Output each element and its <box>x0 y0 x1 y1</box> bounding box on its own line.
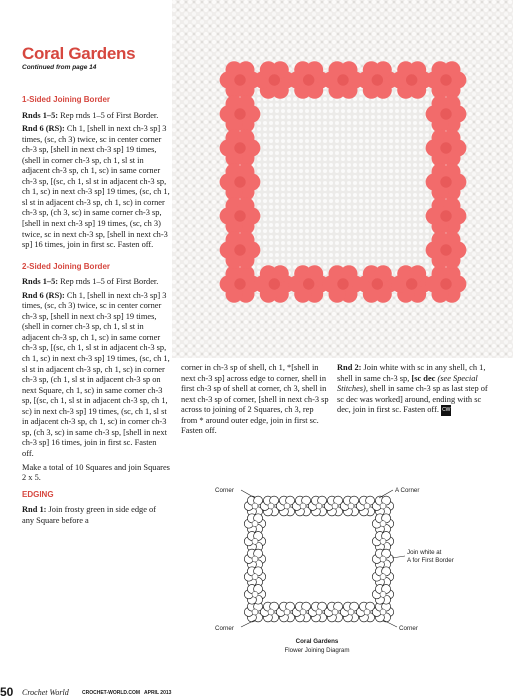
corner-label-top-left: Corner <box>215 487 234 494</box>
diagram-flower <box>372 585 393 605</box>
page-title: Coral Gardens <box>22 44 136 63</box>
magazine-name: Crochet World <box>22 688 69 697</box>
issue-date: APRIL 2013 <box>144 690 172 696</box>
page-footer <box>0 687 513 700</box>
one-sided-rnd6: Rnd 6 (RS): Ch 1, [shell in next ch-3 sp] 3 times, (sc, ch 3) twice, sc in center corner ch-3 sp, [shell in next ch-3 sp] 19 times, (shell in corner ch-3 sp, ch 1, sl st in adjacent ch-3 sp, ch 1, sc) in same corner ch-3 sp, [(sc, ch 1, sl st in adjacent ch-3 sp, ch 1, sc) in next ch-3 sp] 19 times, (sc, ch 1, sl st in adjacent ch-3 sp, ch 1, sc) in corner ch-3 sp, (ch 3, sc) in same corner ch-3 sp, [shell in next ch-3 sp] 19 times, (sc, ch 3) twice, sc in next ch-3 sp, [shell in next ch-3 sp] 16 times, join in first sc. Fasten off. <box>22 124 170 250</box>
flower-joining-diagram <box>195 482 495 672</box>
magazine-url: CROCHET-WORLD.COM <box>82 690 141 696</box>
column-3 <box>337 363 491 419</box>
diagram-flower <box>244 514 265 534</box>
diagram-flower <box>372 567 393 587</box>
one-sided-rnds: Rnds 1–5: Rep rnds 1–5 of First Border. <box>22 110 159 120</box>
edging-rnd2: Rnd 2: Join white with sc in any shell, ch 1, shell in same ch-3 sp, [sc dec (see Special Stitches), shell in same ch-3 sp as last step of sc dec was worked] around, ending with sc dec, join in first sc. Fasten off. CW <box>337 363 488 415</box>
one-sided-heading: 1-Sided Joining Border <box>22 95 111 104</box>
join-note-line1: Join white at <box>407 549 442 556</box>
corner-label-bottom-left: Corner <box>215 625 234 632</box>
diagram-flower <box>372 496 393 516</box>
diagram-subtitle: Flower Joining Diagram <box>284 647 350 654</box>
two-sided-rnds: Rnds 1–5: Rep rnds 1–5 of First Border. <box>22 277 159 287</box>
diagram-flower <box>244 585 265 605</box>
edging-rnd1-start: Rnd 1: Join frosty green in side edge of any Square before a <box>22 505 156 525</box>
two-sided-rnd6: Rnd 6 (RS): Ch 1, [shell in next ch-3 sp] 3 times, (sc, ch 3) twice, sc in center corner ch-3 sp, [shell in next ch-3 sp] 19 times, (shell in corner ch-3 sp, ch 1, sl st in adjacent ch-3 sp, ch 1, sc) in same corner ch-3 sp, [(sc, ch 1, sl st in adjacent ch-3 sp, ch 1, sc) in next ch-3 sp] 19 times, (sc, ch 1, sl st in adjacent ch-3 sp, ch 1, sc) in corner ch-3 sp, (ch 1, sl st in adjacent ch-3 sp on next Square, ch 1, sc) in same corner ch-3 sp, [(sc, ch 1, sl st in adjacent ch-3 sp, ch 1, sc) in next ch-3 sp] 19 times, (sc, ch 1, sl st in adjacent ch-3 sp, ch 1, sc) in corner ch-3 sp, (ch 3, sc) in same ch-3 sp, [shell in next ch-3 sp] 16 times, join in first sc. Fasten off. <box>22 290 170 458</box>
corner-label-bottom-right: Corner <box>399 625 418 632</box>
page-number: 50 <box>0 685 14 699</box>
corner-label-top-right: A Corner <box>395 487 420 494</box>
column-2 <box>181 363 329 440</box>
column-1 <box>22 95 170 529</box>
diagram-flower <box>372 549 393 569</box>
coral-gardens-photo <box>172 0 513 358</box>
continued-note: Continued from page 14 <box>22 64 97 71</box>
edging-heading: EDGING <box>22 489 54 499</box>
end-of-pattern-icon: CW <box>441 405 451 416</box>
diagram-flower <box>244 532 265 552</box>
join-note-line2: A for First Border <box>407 557 454 564</box>
diagram-flower <box>244 567 265 587</box>
diagram-flower <box>372 602 393 622</box>
diagram-flower <box>372 514 393 534</box>
edging-rnd1-cont: corner in ch-3 sp of shell, ch 1, *[shell in next ch-3 sp] across edge to corner, shell in first ch-3 sp of shell at corner, ch 3, shell in next ch-3 sp of corner, [shell in next ch-3 sp across to joining of 2 Squares, ch 3, rep from * around outer edge, join in first sc. Fasten off. <box>181 363 329 436</box>
two-sided-heading: 2-Sided Joining Border <box>22 261 111 271</box>
diagram-title: Coral Gardens <box>295 638 339 645</box>
make-squares-note: Make a total of 10 Squares and join Squares 2 x 5. <box>22 462 170 483</box>
diagram-flower <box>372 532 393 552</box>
diagram-flower <box>244 549 265 569</box>
